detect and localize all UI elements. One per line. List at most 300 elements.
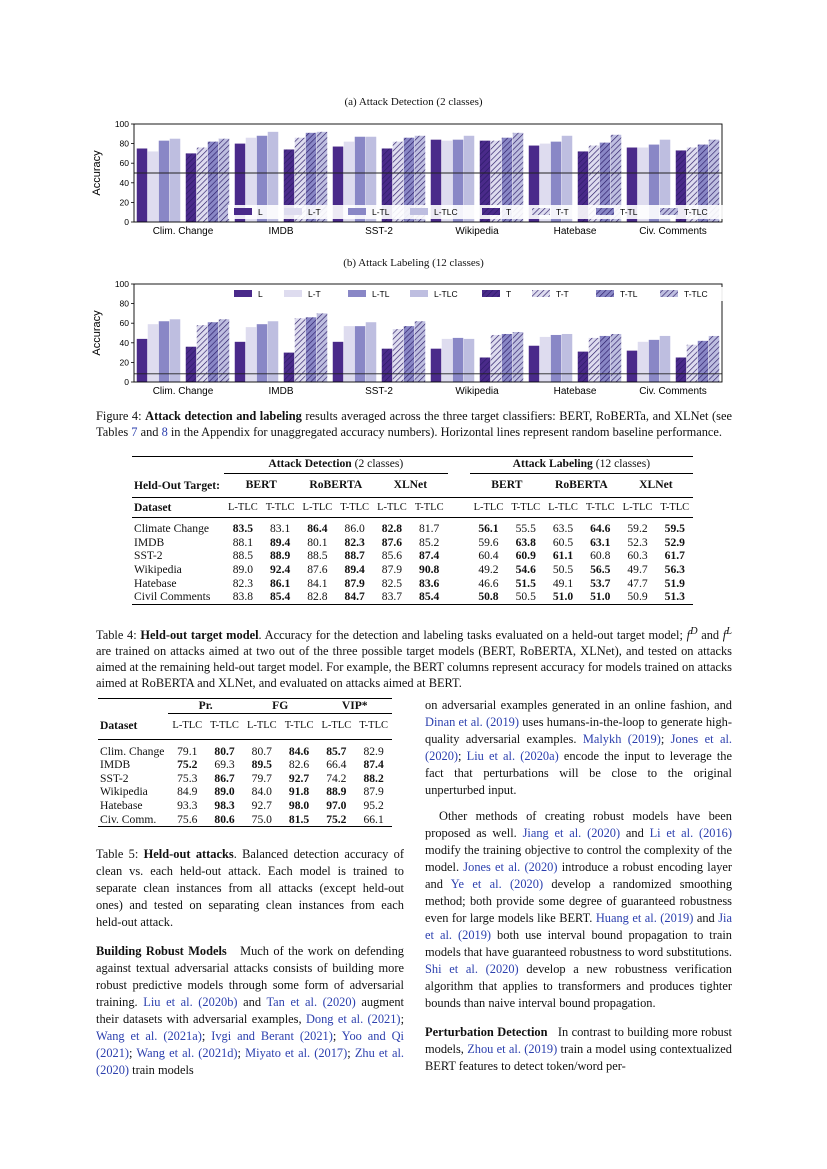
- figure-caption-text-2: in the Appendix for unaggregated accuracy numbers). Horizontal lines represent random baseline performance.: [167, 425, 723, 439]
- y-tick-label: 100: [114, 279, 129, 289]
- x-tick-label: Wikipedia: [455, 386, 499, 397]
- y-tick-label: 100: [114, 119, 129, 129]
- table-cell: 89.4: [344, 563, 365, 577]
- table-row: [132, 577, 693, 591]
- legend-swatch: [234, 208, 252, 215]
- table-cell: 82.8: [307, 590, 328, 604]
- table-cell: 85.4: [269, 590, 291, 604]
- table-cell: 51.0: [552, 590, 574, 604]
- table-cell: 50.5: [515, 590, 536, 604]
- legend-label: T: [506, 207, 512, 217]
- sub-header: L-TLC: [321, 720, 352, 732]
- bar-T-TL-5: [698, 341, 709, 382]
- table-row: [132, 536, 693, 550]
- table-cell: 55.5: [515, 522, 536, 536]
- citation-link[interactable]: Wang et al. (2021a): [96, 1029, 202, 1043]
- table-cell: 86.7: [214, 771, 235, 785]
- table-cell: 63.5: [552, 522, 574, 536]
- bar-L-0: [137, 339, 148, 382]
- table-cell: 82.3: [344, 535, 365, 549]
- figure-a-caption: (a) Attack Detection (2 classes): [344, 96, 483, 108]
- model-header: RoBERTA: [554, 478, 608, 492]
- legend-label: T-T: [556, 207, 569, 217]
- legend-label: T-TLC: [684, 289, 708, 299]
- bar-L-T-3: [442, 339, 453, 382]
- sub-header: L-TLC: [548, 501, 578, 513]
- legend-label: T-T: [556, 289, 569, 299]
- table-cell: 63.1: [590, 535, 611, 549]
- x-tick-label: Civ. Comments: [639, 226, 707, 237]
- right-column: [425, 697, 732, 1075]
- bar-T-TLC-2: [415, 321, 426, 382]
- table-row: [98, 758, 392, 772]
- bar-L-5: [627, 351, 638, 382]
- legend-label: L: [258, 289, 263, 299]
- bar-T-0: [186, 153, 197, 222]
- table-cell: 89.0: [214, 785, 235, 799]
- legend-label: L-TLC: [434, 207, 458, 217]
- table-cell: 69.3: [214, 758, 235, 772]
- bar-T-TL-3: [502, 334, 513, 382]
- legend-label: T-TL: [620, 289, 638, 299]
- bar-L-TLC-3: [464, 339, 475, 382]
- y-tick-label: 0: [124, 377, 129, 387]
- bar-T-T-5: [687, 345, 698, 382]
- table-cell: 56.1: [478, 522, 499, 536]
- x-tick-label: Hatebase: [553, 226, 597, 237]
- sub-header: T-TLC: [210, 720, 239, 732]
- bar-T-TLC-1: [317, 313, 328, 382]
- legend-swatch: [348, 290, 366, 297]
- table-cell: 61.1: [552, 549, 574, 563]
- table-cell: 92.7: [288, 771, 310, 785]
- legend-swatch: [596, 290, 614, 297]
- citation-link[interactable]: Jones et al. (2020): [425, 732, 732, 763]
- citation-link[interactable]: Jones et al. (2020): [463, 860, 558, 874]
- x-tick-label: Hatebase: [553, 386, 597, 397]
- row-label: Civil Comments: [134, 590, 211, 604]
- table-cell: 91.8: [288, 785, 310, 799]
- table-cell: 59.2: [627, 522, 648, 536]
- y-axis-label: Accuracy: [91, 150, 103, 196]
- legend-swatch: [482, 208, 500, 215]
- citation-link[interactable]: Li et al. (2016): [649, 826, 732, 840]
- table-label: Table 4:: [96, 628, 137, 643]
- table-ref-link[interactable]: 8: [161, 425, 168, 439]
- paragraph: on adversarial examples generated in an online fashion, and Dinan et al. (2019) uses humans-in-the-loop to generate high-quality adversarial examples. Malykh (2019); Jones et al. (2020); Liu et al. (2020a) encode the input to leverage the fact that perturbations will be close to the original unperturbed input.: [425, 698, 733, 797]
- legend-swatch: [410, 290, 428, 297]
- section-heading: Perturbation Detection: [425, 1025, 548, 1039]
- bar-T-T-0: [197, 148, 208, 222]
- legend-swatch: [348, 208, 366, 215]
- bar-T-5: [676, 358, 687, 383]
- table-cell: 86.0: [344, 522, 365, 536]
- sub-header: L-TLC: [228, 501, 258, 513]
- bar-T-TL-0: [208, 142, 219, 222]
- sub-header: L-TLC: [622, 501, 653, 513]
- citation-link[interactable]: Jia et al. (2019): [425, 911, 732, 942]
- legend-swatch: [410, 208, 428, 215]
- table-cell: 75.3: [177, 771, 198, 785]
- table-cell: 87.6: [307, 563, 328, 577]
- table-cell: 49.1: [552, 576, 574, 590]
- citation-link[interactable]: Liu et al. (2020a): [466, 749, 559, 763]
- citation-link[interactable]: Miyato et al. (2017): [245, 1046, 348, 1060]
- table-cell: 88.5: [307, 549, 328, 563]
- table-cell: 50.8: [478, 590, 499, 604]
- citation-link[interactable]: Liu et al. (2020b): [143, 995, 238, 1009]
- citation-link[interactable]: Wang et al. (2021d): [136, 1046, 238, 1060]
- table-cell: 85.6: [381, 549, 403, 563]
- table-cell: 84.0: [251, 785, 272, 799]
- bar-L-T-5: [638, 342, 649, 382]
- bar-L-TLC-1: [268, 321, 279, 382]
- section-heading: Building Robust Models: [96, 944, 227, 958]
- citation-link[interactable]: Ivgi and Berant (2021): [211, 1029, 333, 1043]
- bar-T-TL-1: [306, 317, 317, 382]
- legend-label: L-TL: [372, 289, 390, 299]
- model-header: RoBERTA: [309, 478, 363, 492]
- bar-L-TL-1: [257, 324, 268, 382]
- bar-T-T-1: [295, 318, 306, 382]
- group-header-labeling: Attack Labeling (12 classes): [470, 457, 694, 474]
- bar-T-3: [480, 358, 491, 383]
- table-cell: 56.3: [664, 563, 685, 577]
- table-cell: 49.7: [627, 563, 648, 577]
- legend: [228, 205, 728, 219]
- y-tick-label: 20: [119, 357, 129, 368]
- bar-L-TLC-2: [366, 322, 377, 382]
- bar-L-4: [529, 346, 540, 382]
- table-cell: 52.3: [627, 535, 648, 549]
- table-cell: 52.9: [664, 535, 685, 549]
- table-cell: 92.4: [269, 563, 291, 577]
- table-cell: 59.6: [478, 535, 499, 549]
- bar-L-TL-0: [159, 321, 170, 382]
- table-row: [132, 549, 693, 563]
- row-label: Climate Change: [134, 522, 210, 536]
- table-cell: 50.5: [552, 563, 574, 577]
- model-header: XLNet: [639, 478, 673, 492]
- sub-header: T-TLC: [359, 720, 388, 732]
- legend-swatch: [482, 290, 500, 297]
- citation-link[interactable]: Zhou et al. (2019): [467, 1042, 558, 1056]
- bar-T-TLC-3: [513, 332, 524, 382]
- citation-link[interactable]: Malykh (2019): [582, 732, 661, 746]
- table-cell: 80.7: [214, 744, 235, 758]
- model-header: BERT: [245, 478, 277, 492]
- bar-T-TL-0: [208, 322, 219, 382]
- sub-header: L-TLC: [473, 501, 504, 513]
- table-row: [98, 739, 392, 758]
- legend-swatch: [284, 208, 302, 215]
- table-cell: 51.3: [664, 590, 685, 604]
- sub-header: T-TLC: [585, 501, 615, 513]
- bar-T-TLC-4: [611, 334, 622, 382]
- chart-attack-detection: [88, 116, 728, 242]
- bar-L-TLC-4: [562, 334, 573, 382]
- table-cell: 49.2: [478, 563, 499, 577]
- table-cell: 87.9: [363, 785, 384, 799]
- table-cell: 46.6: [478, 576, 499, 590]
- model-header: XLNet: [393, 478, 428, 492]
- legend: [228, 287, 728, 301]
- table-cell: 88.7: [344, 549, 365, 563]
- table-cell: 51.5: [515, 576, 536, 590]
- legend-swatch: [660, 208, 678, 215]
- bar-T-0: [186, 347, 197, 382]
- table-cell: 84.9: [177, 785, 198, 799]
- table-cell: 89.0: [232, 563, 254, 577]
- sub-header: L-TLC: [302, 501, 333, 513]
- table-5-caption: Table 5: Held-out attacks. Balanced detection accuracy of clean vs. each held-out attack. Each model is trained to separate clean instances from all attacks (except held-out ones) and tested on separating clean instances from each held-out attack.: [96, 847, 404, 929]
- table-cell: 47.7: [627, 576, 648, 590]
- legend-swatch: [660, 290, 678, 297]
- citation-link[interactable]: Dong et al. (2021): [305, 1012, 401, 1026]
- table-cell: 63.8: [515, 535, 536, 549]
- citation-link[interactable]: Shi et al. (2020): [425, 962, 519, 976]
- row-label: Wikipedia: [134, 563, 182, 577]
- table-cell: 88.9: [326, 785, 347, 799]
- legend-label: T-TL: [620, 207, 638, 217]
- group-header-detection: Attack Detection (2 classes): [224, 457, 448, 474]
- y-tick-label: 80: [119, 138, 129, 149]
- bar-L-1: [235, 342, 246, 382]
- table-row: [132, 518, 693, 536]
- sub-header: T-TLC: [265, 501, 295, 513]
- y-tick-label: 40: [119, 177, 129, 188]
- table-row: [98, 813, 392, 827]
- paragraph: Other methods of creating robust models have been proposed as well. Jiang et al. (2020) and Li et al. (2016) modify the training objective to control the complexity of the model. Jones et al. (2020) introduce a robust encoding layer and Ye et al. (2020) develop a randomized smoothing method; both provide some degree of guaranteed robustness even for large models like BERT. Huang et al. (2019) and Jia et al. (2019) both use interval bound propagation to train models that have guaranteed robustness to word substitutions. Shi et al. (2020) develop a new robustness verification algorithm that applies to transformers and produces tighter bounds than naive interval bound propagation.: [425, 809, 733, 1010]
- table-cell: 85.4: [419, 590, 440, 604]
- bar-L-TLC-5: [660, 336, 671, 382]
- table-cell: 75.0: [251, 812, 272, 826]
- group-header-pr: Pr.: [168, 699, 243, 714]
- y-tick-label: 60: [119, 158, 129, 169]
- table-row: [98, 785, 392, 799]
- table-cell: 86.1: [269, 576, 291, 590]
- table-cell: 56.5: [590, 563, 611, 577]
- legend-label: L: [258, 207, 263, 217]
- table-cell: 75.6: [177, 812, 198, 826]
- table-cell: 51.0: [590, 590, 611, 604]
- bar-L-TL-3: [453, 338, 464, 382]
- table-cell: 88.9: [269, 549, 291, 563]
- table-cell: 60.4: [478, 549, 499, 563]
- figure-b-caption: (b) Attack Labeling (12 classes): [343, 257, 484, 269]
- table-cell: 85.2: [419, 535, 440, 549]
- legend-label: T-TLC: [684, 207, 708, 217]
- table-cell: 88.2: [363, 771, 384, 785]
- table-row: [98, 772, 392, 786]
- table-cell: 83.8: [232, 590, 254, 604]
- table-cell: 88.1: [232, 535, 254, 549]
- group-header-vip: VIP*: [317, 699, 392, 714]
- table-row: [132, 563, 693, 577]
- y-tick-label: 60: [119, 318, 129, 329]
- bar-L-TL-5: [649, 340, 660, 382]
- row-label: IMDB: [134, 535, 165, 549]
- table-cell: 60.3: [627, 549, 648, 563]
- table-row: [98, 799, 392, 813]
- table-cell: 98.3: [214, 799, 235, 813]
- bar-T-TLC-0: [219, 139, 230, 222]
- table-cell: 81.7: [419, 522, 440, 536]
- legend-swatch: [596, 208, 614, 215]
- table-row: [132, 590, 693, 604]
- citation-link[interactable]: Zhu et al. (2020): [96, 1046, 404, 1077]
- table-cell: 79.1: [177, 744, 198, 758]
- table-cell: 83.7: [381, 590, 403, 604]
- x-tick-label: SST-2: [365, 226, 393, 237]
- table-cell: 87.4: [419, 549, 440, 563]
- chart-attack-labeling: [88, 276, 728, 402]
- table-caption-text: . Accuracy for the detection and labeling tasks evaluated on a held-out target model; $f^D$ and $f^L$ are trained on attacks aimed at two out of the three possible target models (BERT, RoBERTA, XLNet), and tested on attacks aimed at the remaining held-out target model. For example, the BERT columns represent accuracy for models trained on attacks aimed at RoBERTA and XLNet, and evaluated on attacks aimed at BERT.: [96, 626, 732, 691]
- citation-link[interactable]: Dinan et al. (2019): [425, 715, 519, 729]
- table-cell: 60.9: [515, 549, 536, 563]
- dataset-header: Dataset: [100, 719, 138, 733]
- table-cell: 50.9: [627, 590, 648, 604]
- table-cell: 75.2: [326, 812, 347, 826]
- x-tick-label: SST-2: [365, 386, 393, 397]
- x-tick-label: Civ. Comments: [639, 386, 707, 397]
- citation-link[interactable]: Yoo and Qi (2021): [96, 1029, 404, 1060]
- bar-L-TL-0: [159, 141, 170, 222]
- figure-4-caption: [96, 408, 732, 440]
- table-cell: 59.5: [664, 522, 685, 536]
- row-label: Hatebase: [100, 799, 143, 813]
- table-cell: 61.7: [664, 549, 685, 563]
- table-cell: 66.1: [363, 812, 384, 826]
- bar-L-T-4: [540, 337, 551, 382]
- table-cell: 88.5: [232, 549, 254, 563]
- table-cell: 83.5: [232, 522, 254, 536]
- table-cell: 82.8: [381, 522, 403, 536]
- table-cell: 83.6: [419, 576, 440, 590]
- y-tick-label: 40: [119, 337, 129, 348]
- bar-L-T-0: [148, 324, 159, 382]
- table-cell: 97.0: [326, 799, 347, 813]
- legend-label: L-T: [308, 289, 321, 299]
- row-label: SST-2: [134, 549, 163, 563]
- row-label: Wikipedia: [100, 785, 148, 799]
- citation-link[interactable]: Jiang et al. (2020): [522, 826, 621, 840]
- y-tick-label: 20: [119, 197, 129, 208]
- table-cell: 81.5: [288, 812, 310, 826]
- table-cell: 84.1: [307, 576, 328, 590]
- paragraph: Perturbation Detection In contrast to building more robust models, Zhou et al. (2019) train a model using contextualized BERT features to detect token/word per-: [425, 1025, 732, 1073]
- building-robust-models-paragraph: Building Robust Models Much of the work on defending against textual adversarial attacks consists of building more robust predictive models through some form of adversarial training. Liu et al. (2020b) and Tan et al. (2020) augment their datasets with adversarial examples, Dong et al. (2021); Wang et al. (2021a); Ivgi and Berant (2021); Yoo and Qi (2021); Wang et al. (2021d); Miyato et al. (2017); Zhu et al. (2020) train models: [96, 944, 405, 1077]
- bar-L-T-0: [148, 151, 159, 222]
- sub-header: L-TLC: [377, 501, 407, 513]
- citation-link[interactable]: Huang et al. (2019): [595, 911, 694, 925]
- table-cell: 87.9: [381, 563, 403, 577]
- sub-header: T-TLC: [660, 501, 690, 513]
- sub-header: T-TLC: [340, 501, 370, 513]
- row-label: SST-2: [100, 771, 129, 785]
- table-cell: 80.6: [214, 812, 235, 826]
- citation-link[interactable]: Tan et al. (2020): [266, 995, 356, 1009]
- table-cell: 86.4: [307, 522, 328, 536]
- bar-T-TLC-5: [709, 336, 720, 382]
- bar-L-2: [333, 342, 344, 382]
- table-ref-link[interactable]: 7: [131, 425, 138, 439]
- bar-L-TL-4: [551, 335, 562, 382]
- table-cell: 80.1: [307, 535, 328, 549]
- x-tick-label: Clim. Change: [152, 226, 214, 237]
- table-cell: 80.7: [251, 744, 272, 758]
- table-4-caption: [96, 624, 732, 691]
- table-cell: 98.0: [288, 799, 310, 813]
- table-5: [98, 698, 392, 827]
- table-cell: 51.9: [664, 576, 685, 590]
- table-cell: 89.5: [251, 758, 272, 772]
- legend-swatch: [532, 208, 550, 215]
- x-tick-label: Wikipedia: [455, 226, 499, 237]
- legend-swatch: [284, 290, 302, 297]
- bar-T-2: [382, 349, 393, 382]
- bar-L-TLC-0: [170, 319, 181, 382]
- table-cell: 89.4: [269, 535, 291, 549]
- held-out-label: Held-Out Target:: [134, 479, 220, 493]
- legend-label: L-TLC: [434, 289, 458, 299]
- table-cell: 87.4: [363, 758, 384, 772]
- dataset-header: Dataset: [134, 500, 172, 514]
- table-cell: 66.4: [326, 758, 347, 772]
- caption-and: and: [137, 425, 162, 439]
- table-cell: 54.6: [515, 563, 536, 577]
- group-header-fg: FG: [243, 699, 318, 714]
- table-cell: 82.3: [232, 576, 254, 590]
- sub-header: T-TLC: [414, 501, 444, 513]
- figure-label: Figure 4:: [96, 409, 142, 423]
- table-cell: 82.6: [288, 758, 310, 772]
- legend-swatch: [234, 290, 252, 297]
- row-label: Clim. Change: [100, 744, 165, 758]
- sub-header: T-TLC: [511, 501, 541, 513]
- table-cell: 85.7: [326, 744, 347, 758]
- table-cell: 64.6: [590, 522, 611, 536]
- legend-label: L-TL: [372, 207, 390, 217]
- table-cell: 87.6: [381, 535, 403, 549]
- table-cell: 84.6: [288, 744, 310, 758]
- bar-T-1: [284, 353, 295, 382]
- row-label: IMDB: [100, 758, 131, 772]
- x-tick-label: Clim. Change: [152, 386, 214, 397]
- table-cell: 83.1: [269, 522, 291, 536]
- row-label: Hatebase: [134, 576, 177, 590]
- citation-link[interactable]: Ye et al. (2020): [450, 877, 544, 891]
- table-caption-bold: Held-out target model: [140, 628, 259, 643]
- x-tick-label: IMDB: [268, 226, 294, 237]
- row-label: Civ. Comm.: [100, 812, 157, 826]
- bar-L-TLC-0: [170, 139, 181, 222]
- bar-L-3: [431, 349, 442, 382]
- table-cell: 75.2: [177, 758, 198, 772]
- bar-T-T-3: [491, 335, 502, 382]
- table-cell: 60.5: [552, 535, 574, 549]
- sub-header: L-TLC: [172, 720, 203, 732]
- table-cell: 82.5: [381, 576, 403, 590]
- bar-T-T-4: [589, 338, 600, 382]
- table-cell: 87.9: [344, 576, 365, 590]
- bar-T-TLC-0: [219, 319, 230, 382]
- sub-header: T-TLC: [284, 720, 314, 732]
- table-cell: 93.3: [177, 799, 198, 813]
- legend-label: T: [506, 289, 512, 299]
- figure-caption-text: results averaged across the three target classifiers: BERT, RoBERTa, and XLNet (see Tables: [96, 409, 732, 439]
- bar-T-TL-4: [600, 336, 611, 382]
